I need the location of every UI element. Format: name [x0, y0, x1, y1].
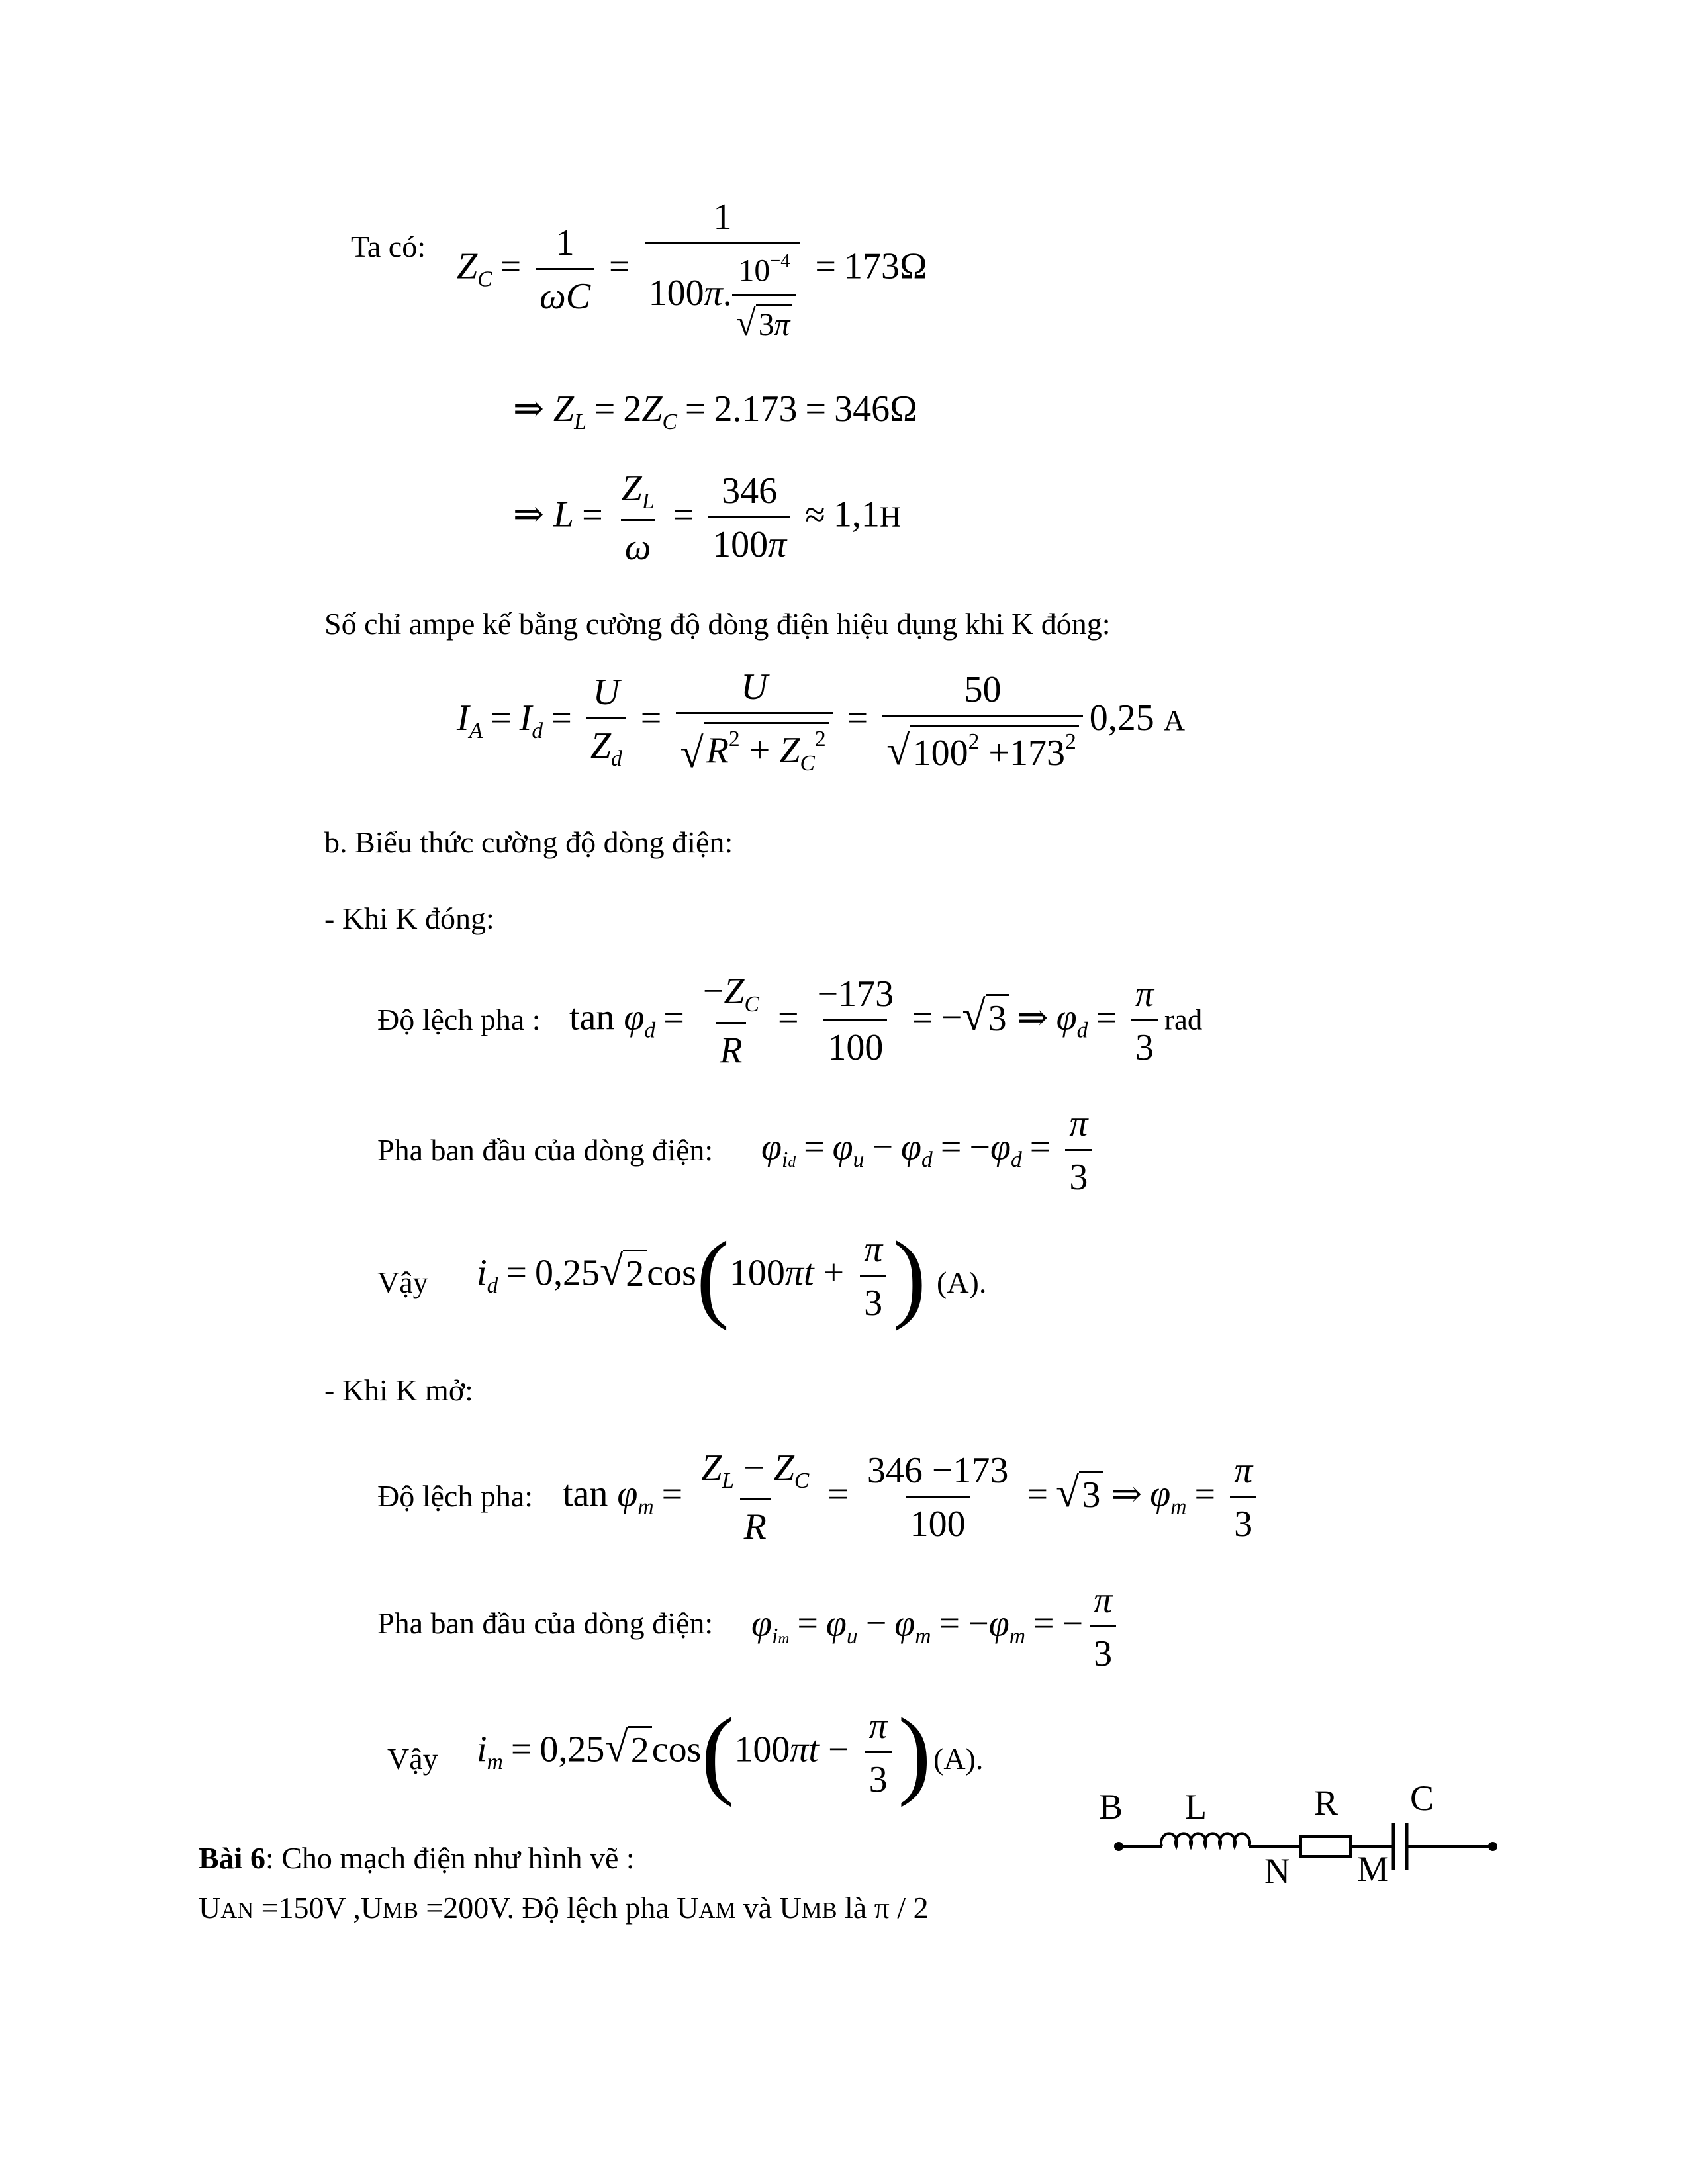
label-b: B [1099, 1787, 1123, 1827]
equation-l: ⇒ L = $\frac{Z_L}{\omega}$ = $\frac{346}{100\pi}$ ≈ 1,1H [513, 468, 902, 569]
problem-6-label: Bài 6 [199, 1841, 265, 1875]
im-unit: (A). [933, 1742, 984, 1776]
equation-tan-phi-d: $\tan \varphi_d$ = $\frac{-Z_C}{R}$ = $\frac{-173}{100}$ = − √ 3 ⇒ $\varphi_d$ = $\frac{\pi}{3}$ rad [569, 971, 1203, 1071]
label-n: N [1264, 1851, 1290, 1891]
node-b [1114, 1842, 1123, 1851]
equation-zl: ⇒ $Z_L = 2Z_C = 2.173 = 346\Omega$ [513, 388, 917, 434]
equation-ia: $I_A = I_d$ = $\frac{U}{Z_d}$ = U √ $R^2 + Z_C^2$ = 50 √ $100^2 +173^2$ 0,25 A [457, 666, 1186, 777]
therefore-label-2: Vậy [387, 1742, 438, 1776]
zl-result: 346Ω [834, 388, 917, 430]
resistor-symbol [1301, 1837, 1350, 1856]
initial-phase-label-2: Pha ban đầu của dòng điện: [377, 1606, 714, 1640]
ia-unit: A [1163, 704, 1186, 737]
inductor-symbol [1161, 1833, 1250, 1846]
therefore-label-1: Vậy [377, 1265, 428, 1299]
l-result: 1,1 [833, 494, 880, 535]
equation-im: $i_m = 0,25$ √ 2 cos(100πt − $\frac{\pi}{3}$ ) [477, 1698, 931, 1808]
problem-6-line-2 [199, 1893, 929, 1923]
equation-tan-phi-m: $\tan \varphi_m$ = $\frac{Z_L - Z_C}{R}$ = $\frac{346 -173}{100}$ = √ 3 ⇒ $\varphi_m$ = $\frac{\pi}{3}$ [563, 1449, 1263, 1545]
initial-phase-label-1: Pha ban đầu của dòng điện: [377, 1133, 714, 1167]
label-r: R [1314, 1783, 1338, 1823]
value-u-mb: =200V. Độ lệch pha U [418, 1891, 699, 1925]
circuit-diagram [1099, 1774, 1523, 1893]
label-l: L [1185, 1787, 1207, 1827]
phase-shift-label-2: Độ lệch pha: [377, 1479, 534, 1513]
equation-phi-im: $\varphi_{im} = \varphi_u - \varphi_m = -\varphi_m$ = − $\frac{\pi}{3}$ [751, 1582, 1123, 1672]
node-a [1488, 1842, 1497, 1851]
part-b-heading: b. Biểu thức cường độ dòng điện: [324, 825, 733, 859]
sub-mb: MB [383, 1898, 418, 1923]
u-symbol: U [199, 1891, 221, 1925]
sub-an: AN [220, 1898, 254, 1923]
ammeter-statement: Số chỉ ampe kế bằng cường độ dòng điện hiệu dụng khi K đóng: [324, 607, 1111, 641]
label-m: M [1357, 1849, 1389, 1889]
l-unit: H [879, 500, 902, 533]
text-phase: là π / 2 [837, 1891, 929, 1925]
equation-zc: $Z_C$ = $\frac{1}{\omega C}$ = 1 100π. $10^{-4}$ √ 3π = 173Ω [457, 197, 927, 343]
k-open-heading: - Khi K mở: [324, 1373, 473, 1407]
problem-6-line-1 [199, 1843, 635, 1874]
phi-unit: rad [1164, 1003, 1203, 1036]
sub-mb-2: MB [801, 1898, 837, 1923]
zc-result: 173Ω [843, 246, 927, 287]
value-u-an: =150V ,U [254, 1891, 383, 1925]
label-c: C [1410, 1778, 1434, 1818]
ia-result: 0,25 [1089, 698, 1154, 739]
problem-6-intro: : Cho mạch điện như hình vẽ : [265, 1841, 635, 1875]
sub-am: AM [698, 1898, 736, 1923]
equation-phi-id: $\varphi_{id} = \varphi_u - \varphi_d = -\varphi_d$ = $\frac{\pi}{3}$ [761, 1105, 1098, 1196]
phase-shift-label-1: Độ lệch pha : [377, 1003, 541, 1036]
ta-co-label: Ta có: [351, 230, 426, 263]
text-and: và U [735, 1891, 802, 1925]
equation-id: $i_d = 0,25$ √ 2 cos(100πt + $\frac{\pi}{3}$ ) [477, 1221, 927, 1332]
k-closed-heading: - Khi K đóng: [324, 901, 494, 935]
id-unit: (A). [937, 1265, 987, 1299]
